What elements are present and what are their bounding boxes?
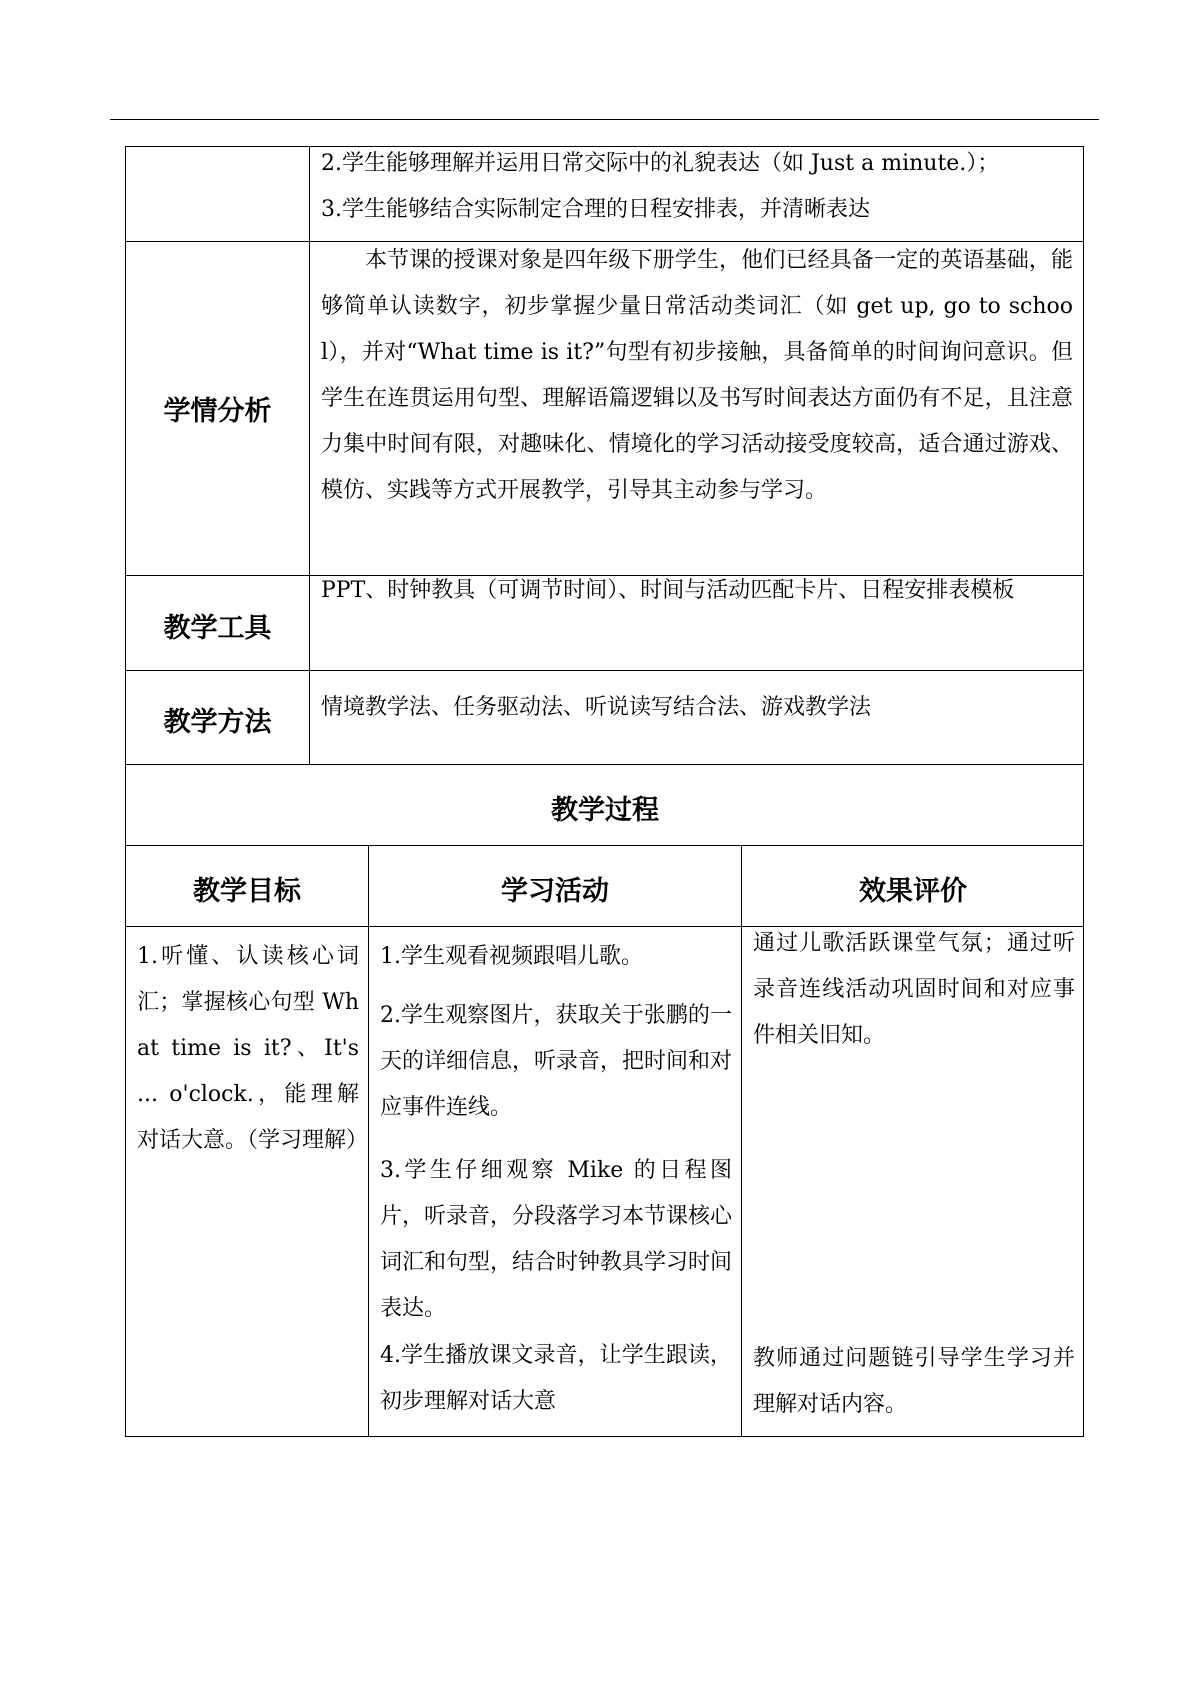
activity-item: 3.学生仔细观察 Mike 的日程图片，听录音，分段落学习本节课核心词汇和句型，结合时钟教具学习时间表达。: [380, 1158, 733, 1321]
activity-item: 1.学生观看视频跟唱儿歌。: [380, 944, 643, 969]
col-divider: [309, 146, 310, 764]
col-divider: [368, 845, 369, 1437]
col-divider: [741, 845, 742, 1437]
objective-item: 2.学生能够理解并运用日常交际中的礼貌表达（如 Just a minute.）；: [321, 151, 1000, 176]
objective-item: 3.学生能够结合实际制定合理的日程安排表，并清晰表达: [321, 197, 870, 222]
process-title: 教学过程: [551, 795, 659, 826]
row-divider: [125, 670, 1084, 671]
evaluation-item: 教师通过问题链引导学生学习并理解对话内容。: [753, 1346, 1075, 1417]
row-divider: [125, 845, 1084, 846]
header-evaluation: 效果评价: [859, 876, 967, 907]
header-activities: 学习活动: [501, 876, 609, 907]
evaluation-item: 通过儿歌活跃课堂气氛；通过听录音连线活动巩固时间和对应事件相关旧知。: [753, 931, 1075, 1048]
row-divider: [125, 764, 1084, 765]
activity-item: 4.学生播放课文录音，让学生跟读，初步理解对话大意: [380, 1343, 732, 1414]
learner-analysis-text: 本节课的授课对象是四年级下册学生，他们已经具备一定的英语基础，能够简单认读数字，初步掌握少量日常活动类词汇（如 get up, go to school），并对“What time is it?”句型有初步接触，具备简单的时间询问意识。但学生在连贯运用句型、理解语篇逻辑以及书写时间表达方面仍有不足，且注意力集中时间有限，对趣味化、情境化的学习活动接受度较高，适合通过游戏、模仿、实践等方式开展教学，引导其主动参与学习。: [321, 248, 1073, 503]
learner-analysis-label: 学情分析: [163, 396, 272, 427]
teaching-methods-label: 教学方法: [163, 707, 272, 738]
teaching-methods-text: 情境教学法、任务驱动法、听说读写结合法、游戏教学法: [321, 695, 872, 720]
teaching-tools-label: 教学工具: [163, 613, 272, 644]
process-objective: 1.听懂、认读核心词汇；掌握核心句型 What time is it?、It's ... o'clock.，能理解对话大意。（学习理解）: [137, 944, 369, 1153]
header-rule: [110, 119, 1099, 120]
teaching-tools-text: PPT、时钟教具（可调节时间）、时间与活动匹配卡片、日程安排表模板: [321, 578, 1015, 603]
objectives-continued: [321, 141, 1073, 233]
activity-item: 2.学生观察图片，获取关于张鹏的一天的详细信息，听录音，把时间和对应事件连线。: [380, 1003, 733, 1120]
header-objectives: 教学目标: [193, 876, 301, 907]
